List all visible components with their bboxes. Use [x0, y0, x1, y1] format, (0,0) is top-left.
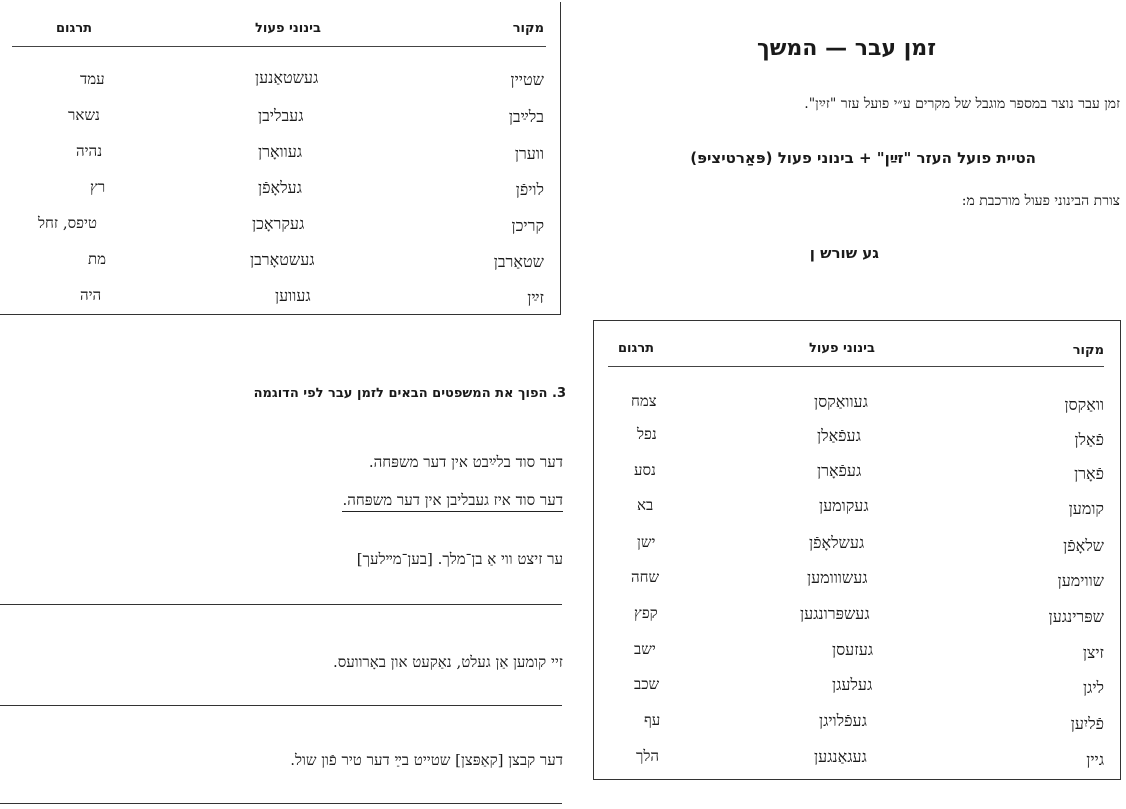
top-row-1-translation: עמד	[80, 70, 105, 88]
header-rule	[12, 46, 546, 47]
top-row-3-participle: געוואָרן	[258, 142, 303, 161]
bottom-row-3-translation: נסע	[634, 461, 656, 479]
bottom-row-11-translation: הלך	[636, 747, 660, 765]
bottom-row-7-translation: קפץ	[634, 604, 658, 622]
bottom-row-4-source: קומען	[1068, 499, 1104, 518]
bottom-row-8-source: זיצן	[1082, 643, 1104, 662]
table-bottom	[593, 320, 1121, 780]
bottom-row-5-translation: ישן	[637, 533, 656, 551]
bottom-row-1-participle: געוואַקסן	[814, 392, 868, 411]
bottom-row-2-translation: נפל	[637, 425, 657, 443]
top-row-7-source: זײַן	[527, 288, 544, 307]
page-title: זמן עבר — המשך	[757, 36, 936, 61]
bottom-row-1-source: וואַקסן	[1064, 395, 1104, 414]
bottom-row-1-translation: צמח	[631, 392, 657, 410]
top-row-5-source: קריכן	[511, 216, 544, 235]
top-row-5-translation: טיפס, זחל	[38, 214, 97, 232]
header-rule-2	[608, 366, 1104, 367]
formula: גע שורש ן	[809, 244, 879, 262]
bottom-row-6-translation: שחה	[631, 568, 660, 586]
top-row-4-source: לויפֿן	[515, 180, 544, 199]
bottom-row-7-participle: געשפּרונגען	[800, 604, 870, 623]
example-answer: דער סוד איז געבליבן אין דער משפּחה.	[342, 491, 563, 512]
top-row-6-source: שטאַרבן	[493, 252, 544, 271]
top-row-4-participle: געלאָפֿן	[258, 178, 302, 197]
bottom-row-5-source: שלאָפֿן	[1063, 536, 1104, 555]
header-translation-2: תרגום	[618, 341, 655, 356]
answer-line-3[interactable]	[0, 803, 562, 804]
bottom-row-6-participle: געשווומען	[807, 568, 868, 587]
header-participle-2: בינוני פעול	[809, 341, 875, 356]
bottom-row-6-source: שווימען	[1057, 571, 1104, 590]
bottom-row-10-participle: געפֿלויגן	[819, 711, 867, 730]
bottom-row-8-translation: ישב	[634, 640, 656, 658]
answer-line-2[interactable]	[0, 705, 562, 706]
rule-heading: הטיית פועל העזר "זײַן" + בינוני פעול (פּאַרטיציפּ)	[690, 149, 1036, 167]
bottom-row-8-participle: געזעסן	[832, 640, 874, 659]
bottom-row-7-source: שפּרינגען	[1048, 607, 1104, 626]
top-row-5-participle: געקראָכן	[252, 214, 305, 233]
bottom-row-11-source: גיין	[1086, 750, 1104, 769]
bottom-row-3-source: פֿאָרן	[1074, 464, 1104, 483]
bottom-row-9-source: ליגן	[1082, 678, 1104, 697]
bottom-row-4-translation: בא	[637, 496, 654, 514]
bottom-row-5-participle: געשלאָפֿן	[809, 533, 865, 552]
bottom-row-9-translation: שכב	[634, 675, 660, 693]
top-row-1-participle: געשטאַנען	[255, 68, 319, 87]
top-row-3-source: ווערן	[514, 144, 544, 163]
bottom-row-10-translation: עף	[644, 711, 661, 729]
top-row-1-source: שטיין	[510, 70, 544, 89]
top-row-2-translation: נשאר	[68, 106, 100, 124]
bottom-row-4-participle: געקומען	[819, 496, 869, 515]
header-translation: תרגום	[56, 21, 93, 36]
top-row-6-translation: מת	[88, 250, 107, 268]
answer-line-1[interactable]	[0, 604, 562, 605]
bottom-row-10-source: פֿליִען	[1070, 714, 1104, 733]
header-source-2: מקור	[1072, 343, 1104, 358]
intro-text: זמן עבר נוצר במספר מוגבל של מקרים ע״י פועל עזר "זײַן".	[804, 96, 1120, 112]
bottom-row-11-participle: געגאַנגען	[814, 747, 867, 766]
top-row-6-participle: געשטאָרבן	[250, 250, 315, 269]
bottom-row-2-participle: געפֿאַלן	[817, 426, 861, 445]
header-source: מקור	[512, 21, 544, 36]
top-row-7-participle: געווען	[275, 286, 311, 305]
exercise-item-2: זיי קומען אַן געלט, נאַקעט און באָרוועס.	[332, 653, 563, 671]
exercise-item-1: ער זיצט ווי אַ בן־מלך. [בען־מײלעך]	[356, 550, 563, 568]
table-top	[0, 2, 561, 315]
top-row-3-translation: נהיה	[76, 142, 103, 160]
bottom-row-3-participle: געפֿאָרן	[817, 461, 862, 480]
header-participle: בינוני פעול	[255, 21, 321, 36]
rule-description: צורת הבינוני פעול מורכבת מ:	[961, 193, 1120, 209]
exercise-instruction: 3. הפוך את המשפטים הבאים לזמן עבר לפי הדוגמה	[253, 386, 566, 401]
bottom-row-2-source: פֿאַלן	[1074, 430, 1104, 449]
example-sentence: דער סוד בלײַבט אין דער משפּחה.	[368, 453, 563, 471]
top-row-2-participle: געבליבן	[258, 106, 304, 125]
bottom-row-9-participle: געלעגן	[832, 675, 873, 694]
top-row-7-translation: היה	[80, 286, 102, 304]
top-row-4-translation: רץ	[90, 178, 106, 196]
exercise-item-3: דער קבצן [קאַפּצן] שטייט בײַ דער טיר פֿון שול.	[290, 751, 563, 769]
top-row-2-source: בלײַבן	[508, 107, 544, 126]
